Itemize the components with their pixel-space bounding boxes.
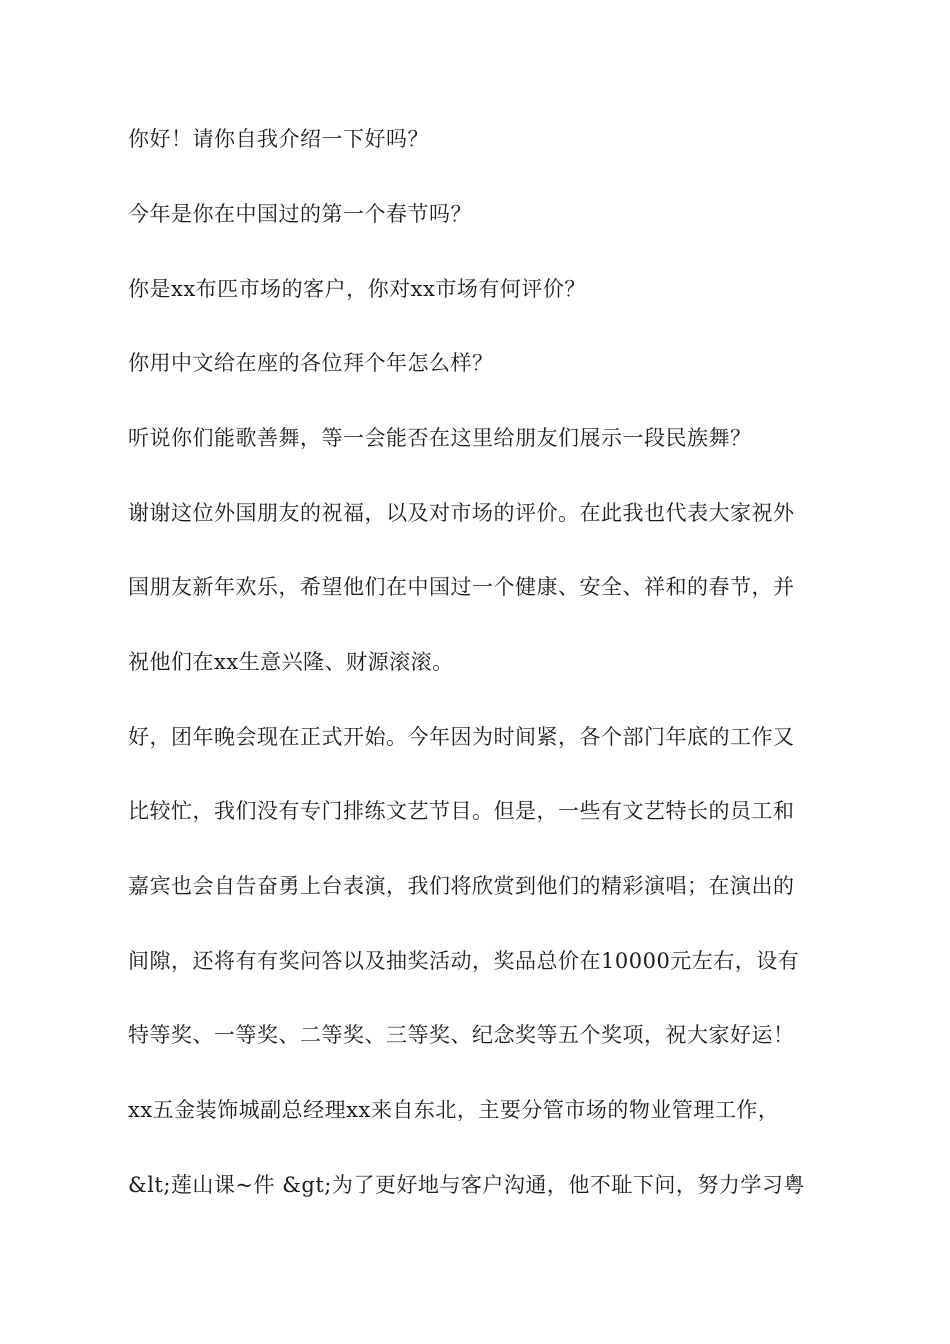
text-line: 比较忙，我们没有专门排练文艺节目。但是，一些有文艺特长的员工和 (128, 799, 795, 823)
text-line: 祝他们在xx生意兴隆、财源滚滚。 (128, 650, 454, 674)
text-line: 你用中文给在座的各位拜个年怎么样？ (128, 351, 494, 375)
text-line: xx五金装饰城副总经理xx来自东北，主要分管市场的物业管理工作， (128, 1098, 780, 1122)
text-line: 特等奖、一等奖、二等奖、三等奖、纪念奖等五个奖项，祝大家好运！ (128, 1023, 795, 1047)
text-line: 你是xx布匹市场的客户，你对xx市场有何评价？ (128, 277, 586, 301)
text-line: 你好！请你自我介绍一下好吗？ (128, 127, 429, 151)
text-line: 好，团年晚会现在正式开始。今年因为时间紧，各个部门年底的工作又 (128, 725, 795, 749)
text-line: 今年是你在中国过的第一个春节吗？ (128, 202, 472, 226)
text-line: &lt;莲山课~件 &gt;为了更好地与客户沟通，他不耻下问，努力学习粤 (128, 1173, 805, 1197)
text-line: 听说你们能歌善舞，等一会能否在这里给朋友们展示一段民族舞？ (128, 426, 752, 450)
text-line: 嘉宾也会自告奋勇上台表演，我们将欣赏到他们的精彩演唱；在演出的 (128, 874, 795, 898)
text-line: 谢谢这位外国朋友的祝福，以及对市场的评价。在此我也代表大家祝外 (128, 501, 795, 525)
text-line: 国朋友新年欢乐，希望他们在中国过一个健康、安全、祥和的春节，并 (128, 575, 795, 599)
text-line: 间隙，还将有有奖问答以及抽奖活动，奖品总价在10000元左右，设有 (128, 949, 800, 973)
